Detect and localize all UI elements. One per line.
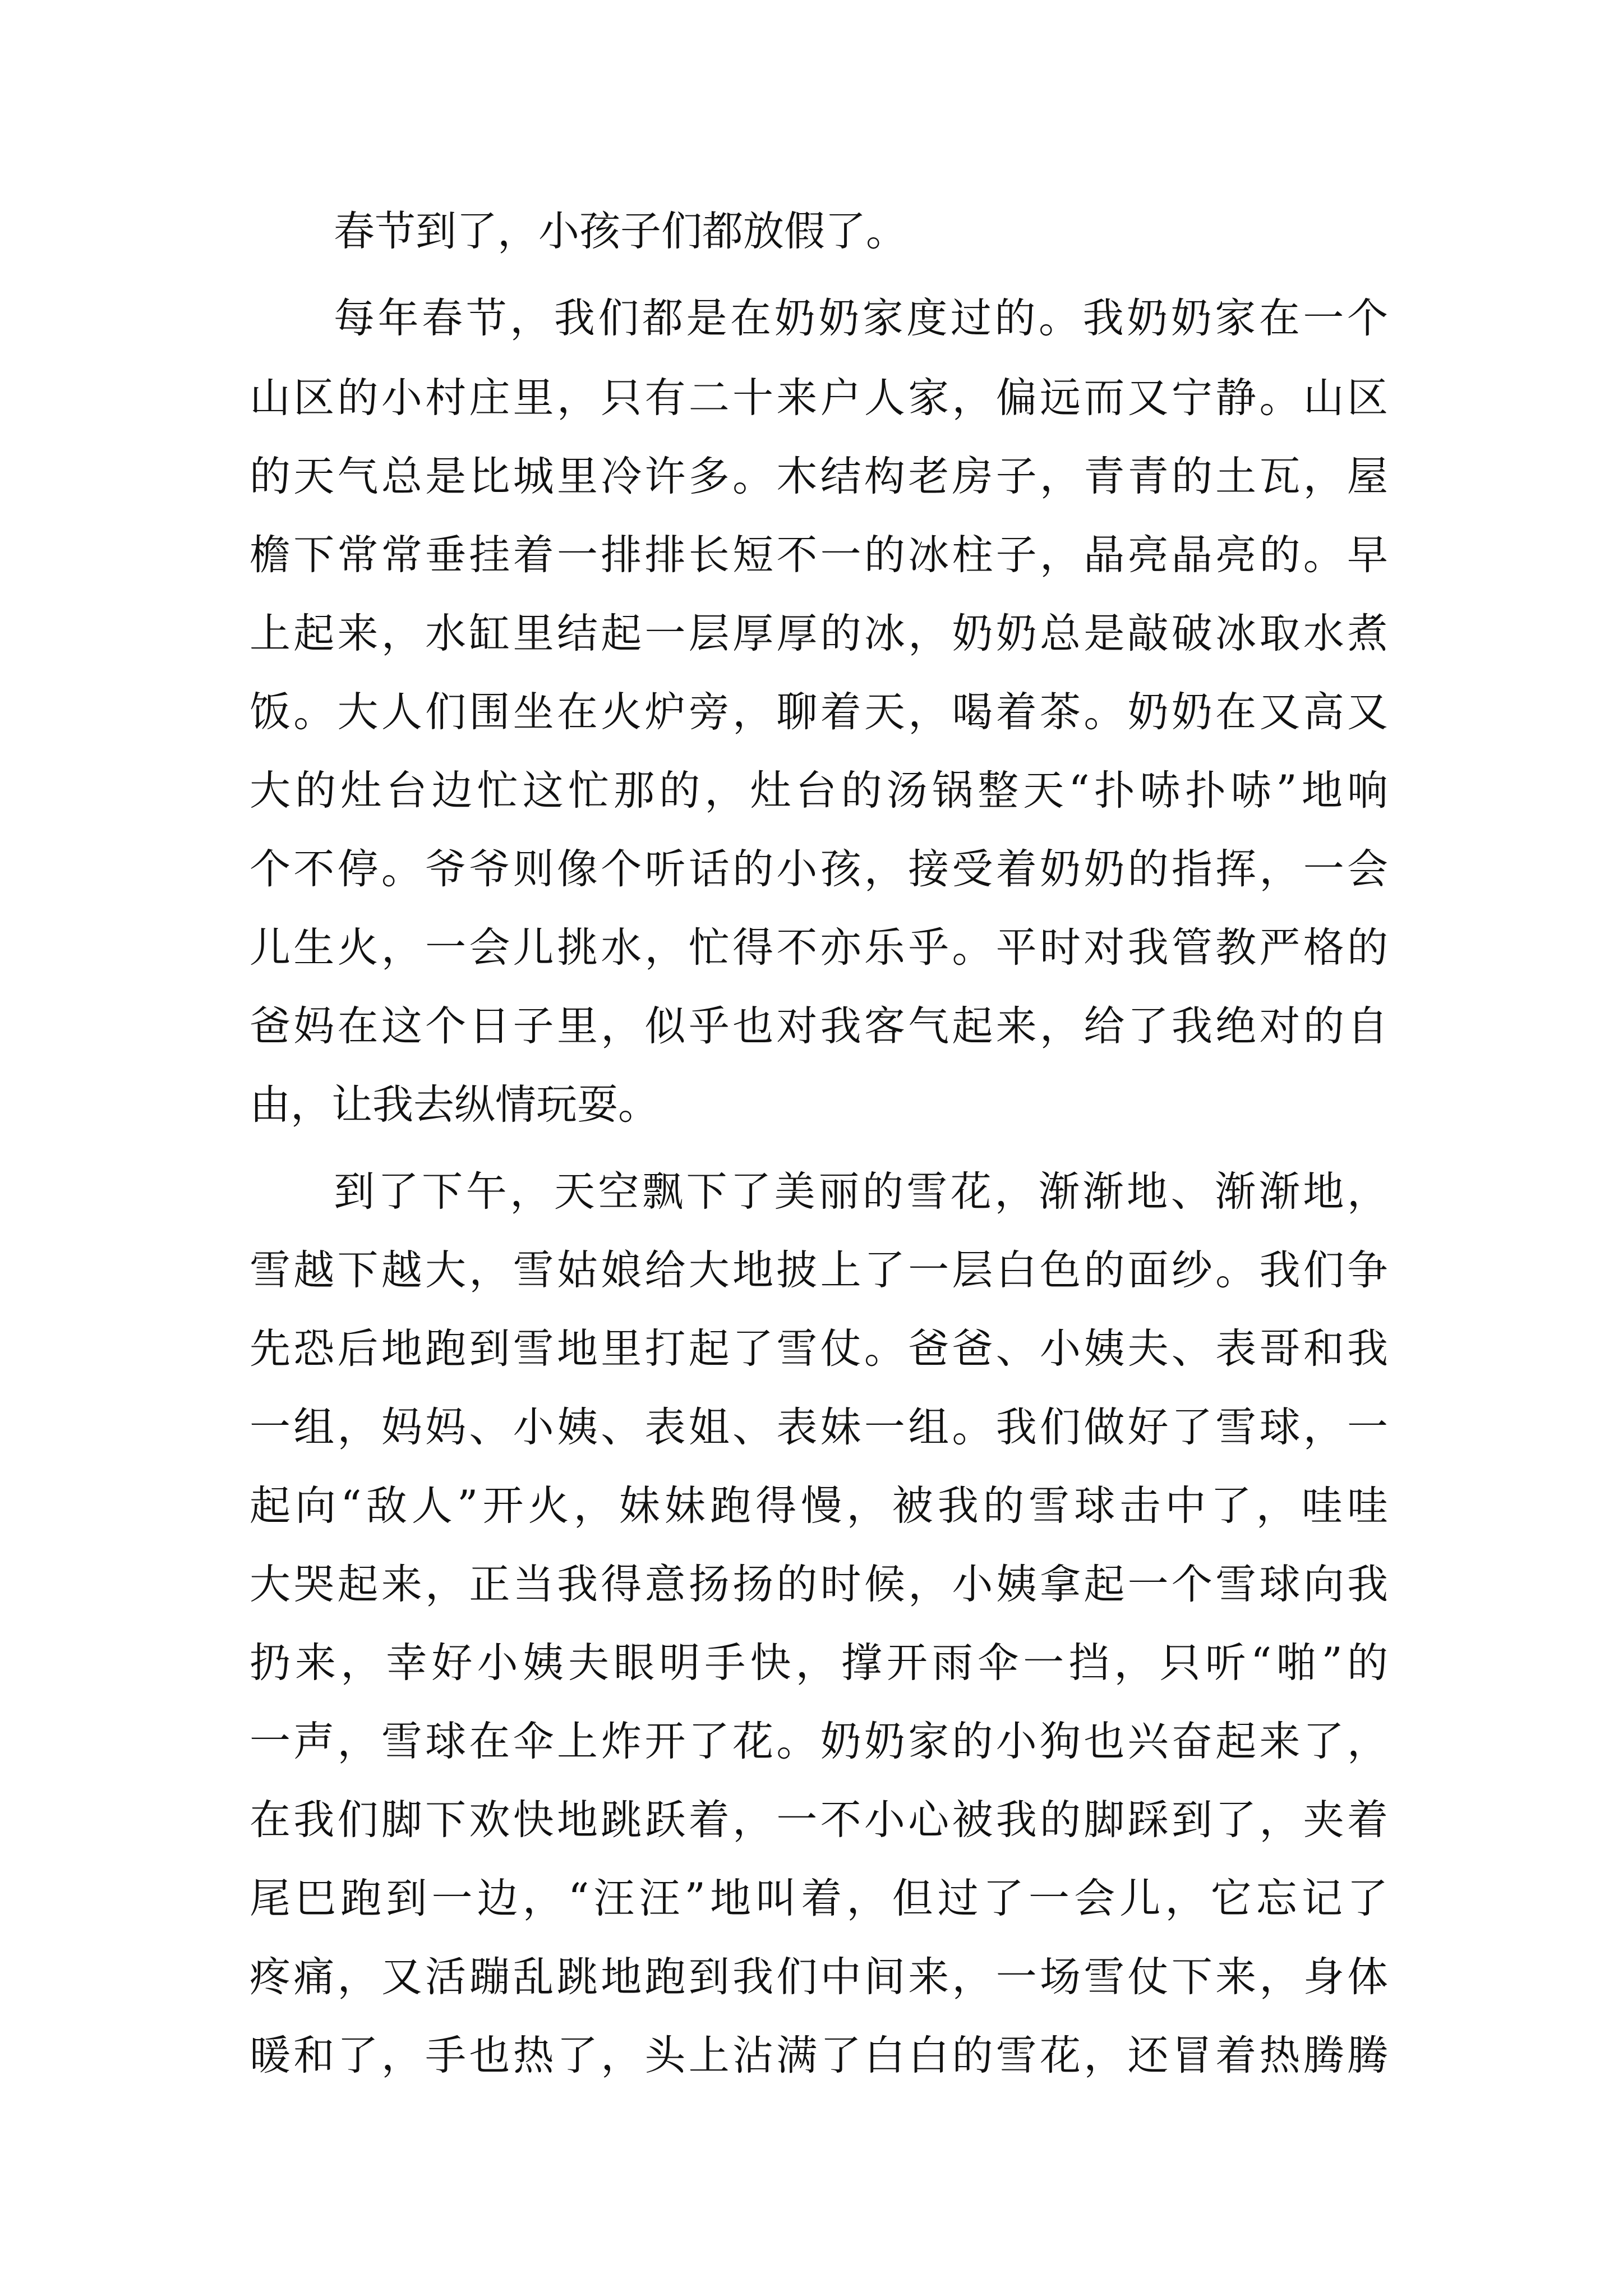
- text-line: 先恐后地跑到雪地里打起了雪仗。爸爸、小姨夫、表哥和我: [250, 1325, 1388, 1373]
- text-line: 雪越下越大，雪姑娘给大地披上了一层白色的面纱。我们争: [250, 1246, 1388, 1294]
- text-line: 爸妈在这个日子里，似乎也对我客气起来，给了我绝对的自: [250, 1002, 1388, 1050]
- text-line: 扔来，幸好小姨夫眼明手快，撑开雨伞一挡，只听“啪”的: [250, 1639, 1388, 1687]
- text-line: 的天气总是比城里冷许多。木结构老房子，青青的土瓦，屋: [250, 453, 1388, 500]
- text-line: 春节到了，小孩子们都放假了。: [334, 208, 907, 255]
- text-line: 山区的小村庄里，只有二十来户人家，偏远而又宁静。山区: [250, 374, 1388, 422]
- text-line: 疼痛，又活蹦乱跳地跑到我们中间来，一场雪仗下来，身体: [250, 1953, 1388, 2001]
- text-line: 个不停。爷爷则像个听话的小孩，接受着奶奶的指挥，一会: [250, 845, 1388, 893]
- text-line: 大哭起来，正当我得意扬扬的时候，小姨拿起一个雪球向我: [250, 1561, 1388, 1608]
- text-line: 檐下常常垂挂着一排排长短不一的冰柱子，晶亮晶亮的。早: [250, 531, 1388, 579]
- text-line: 大的灶台边忙这忙那的，灶台的汤锅整天“扑哧扑哧”地响: [250, 767, 1388, 815]
- text-line: 一声，雪球在伞上炸开了花。奶奶家的小狗也兴奋起来了，: [250, 1718, 1388, 1765]
- text-line: 一组，妈妈、小姨、表姐、表妹一组。我们做好了雪球，一: [250, 1404, 1388, 1451]
- text-line: 饭。大人们围坐在火炉旁，聊着天，喝着茶。奶奶在又高又: [250, 688, 1388, 736]
- text-line: 儿生火，一会儿挑水，忙得不亦乐乎。平时对我管教严格的: [250, 924, 1388, 972]
- text-line: 起向“敌人”开火，妹妹跑得慢，被我的雪球击中了，哇哇: [250, 1482, 1388, 1530]
- text-line: 每年春节，我们都是在奶奶家度过的。我奶奶家在一个: [334, 295, 1388, 342]
- text-line: 尾巴跑到一边，“汪汪”地叫着，但过了一会儿，它忘记了: [250, 1875, 1388, 1922]
- text-line: 到了下午，天空飘下了美丽的雪花，渐渐地、渐渐地，: [334, 1168, 1388, 1216]
- text-line: 在我们脚下欢快地跳跃着，一不小心被我的脚踩到了，夹着: [250, 1796, 1388, 1844]
- text-line: 上起来，水缸里结起一层厚厚的冰，奶奶总是敲破冰取水煮: [250, 610, 1388, 657]
- text-line: 暖和了，手也热了，头上沾满了白白的雪花，还冒着热腾腾: [250, 2032, 1388, 2079]
- text-line: 由，让我去纵情玩耍。: [250, 1081, 659, 1129]
